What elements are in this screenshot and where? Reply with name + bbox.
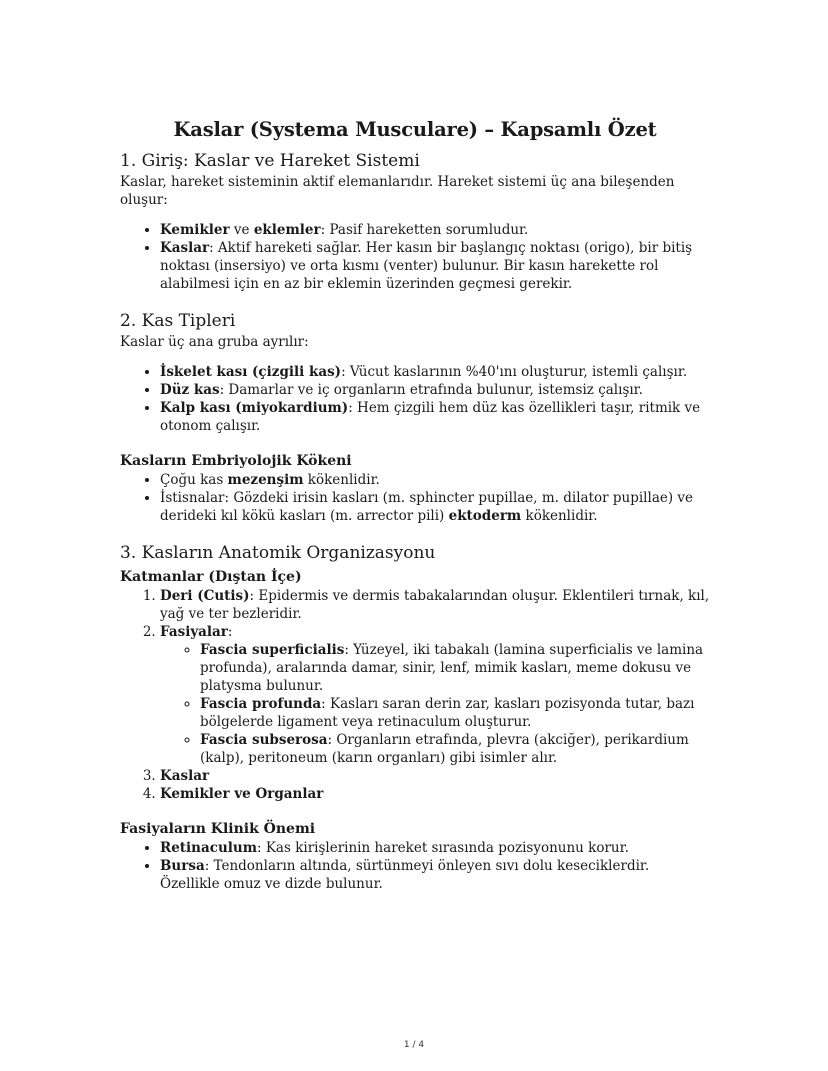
clinical-list <box>120 839 710 893</box>
embryology-heading: Kasların Embriyolojik Kökeni <box>120 453 352 469</box>
section-muscle-types <box>120 309 710 525</box>
clinical-importance-heading: Fasiyaların Klinik Önemi <box>120 821 316 837</box>
section-1-intro: Kaslar, hareket sisteminin aktif elemanlarıdır. Hareket sistemi üç ana bileşenden oluşur: <box>120 174 675 208</box>
list-item: 1. Deri (Cutis): Epidermis ve dermis tabakalarından oluşur. Eklentileri tırnak, kıl, yağ ve ter bezleridir. <box>160 587 710 623</box>
list-item: • Kemikler ve eklemler: Pasif hareketten sorumludur. <box>160 221 710 239</box>
section-3-heading: 3. Kasların Anatomik Organizasyonu <box>120 543 436 563</box>
section-anatomic-organization <box>120 541 710 893</box>
fascia-list <box>160 641 710 767</box>
section-2-heading: 2. Kas Tipleri <box>120 311 236 331</box>
document-title: Kaslar (Systema Musculare) – Kapsamlı Özet <box>173 118 657 141</box>
muscle-types-list <box>120 363 710 435</box>
section-intro <box>120 149 710 293</box>
layers-list <box>120 587 710 803</box>
list-item: 2. Fasiyalar: ◦ Fascia superficialis: Yüzeyel, iki tabakalı (lamina superficialis ve lamina profunda), aralarında damar, sinir, lenf, mimik kasları, meme dokusu ve platysma bulunur. ◦ Fascia profunda: Kasları saran derin zar, kasları pozisyonda tutar, bazı bölgelerde ligament veya retinaculum oluşturur. ◦ Fascia subserosa: Organların etrafında, plevra (akciğer), perikardium (kalp), peritoneum (karın organları) gibi isimler alır. <box>160 623 710 767</box>
list-item: • Kaslar: Aktif hareketi sağlar. Her kasın bir başlangıç noktası (origo), bir bitiş noktası (insersiyo) ve orta kısmı (venter) bulunur. Bir kasın harekette rol alabilmesi için en az bir eklemin üzerinden geçmesi gerekir. <box>160 239 710 293</box>
list-item: • Bursa: Tendonların altında, sürtünmeyi önleyen sıvı dolu keseciklerdir. Özellikle omuz ve dizde bulunur. <box>160 857 710 893</box>
list-item: ◦ Fascia superficialis: Yüzeyel, iki tabakalı (lamina superficialis ve lamina profunda), aralarında damar, sinir, lenf, mimik kasları, meme dokusu ve platysma bulunur. <box>200 641 710 695</box>
section-2-intro: Kaslar üç ana gruba ayrılır: <box>120 334 309 350</box>
list-item: • Düz kas: Damarlar ve iç organların etrafında bulunur, istemsiz çalışır. <box>160 381 710 399</box>
section-1-heading: 1. Giriş: Kaslar ve Hareket Sistemi <box>120 151 420 171</box>
list-item: ◦ Fascia profunda: Kasları saran derin zar, kasları pozisyonda tutar, bazı bölgelerde ligament veya retinaculum oluşturur. <box>200 695 710 731</box>
list-item: ◦ Fascia subserosa: Organların etrafında, plevra (akciğer), perikardium (kalp), peritoneum (karın organları) gibi isimler alır. <box>200 731 710 767</box>
page-number: 1 / 4 <box>403 1040 425 1050</box>
list-item: • İskelet kası (çizgili kas): Vücut kaslarının %40'ını oluşturur, istemli çalışır. <box>160 363 710 381</box>
movement-components-list <box>120 221 710 293</box>
embryology-list <box>120 471 710 525</box>
list-item: • Kalp kası (miyokardium): Hem çizgili hem düz kas özellikleri taşır, ritmik ve otonom çalışır. <box>160 399 710 435</box>
list-item: 4. Kemikler ve Organlar <box>160 785 710 803</box>
document-page <box>120 118 710 893</box>
list-item: • İstisnalar: Gözdeki irisin kasları (m. sphincter pupillae, m. dilator pupillae) ve derideki kıl kökü kasları (m. arrector pili) ektoderm kökenlidir. <box>160 489 710 525</box>
layers-heading: Katmanlar (Dıştan İçe) <box>120 569 302 585</box>
list-item: • Retinaculum: Kas kirişlerinin hareket sırasında pozisyonunu korur. <box>160 839 710 857</box>
list-item: 3. Kaslar <box>160 767 710 785</box>
list-item: • Çoğu kas mezenşim kökenlidir. <box>160 471 710 489</box>
